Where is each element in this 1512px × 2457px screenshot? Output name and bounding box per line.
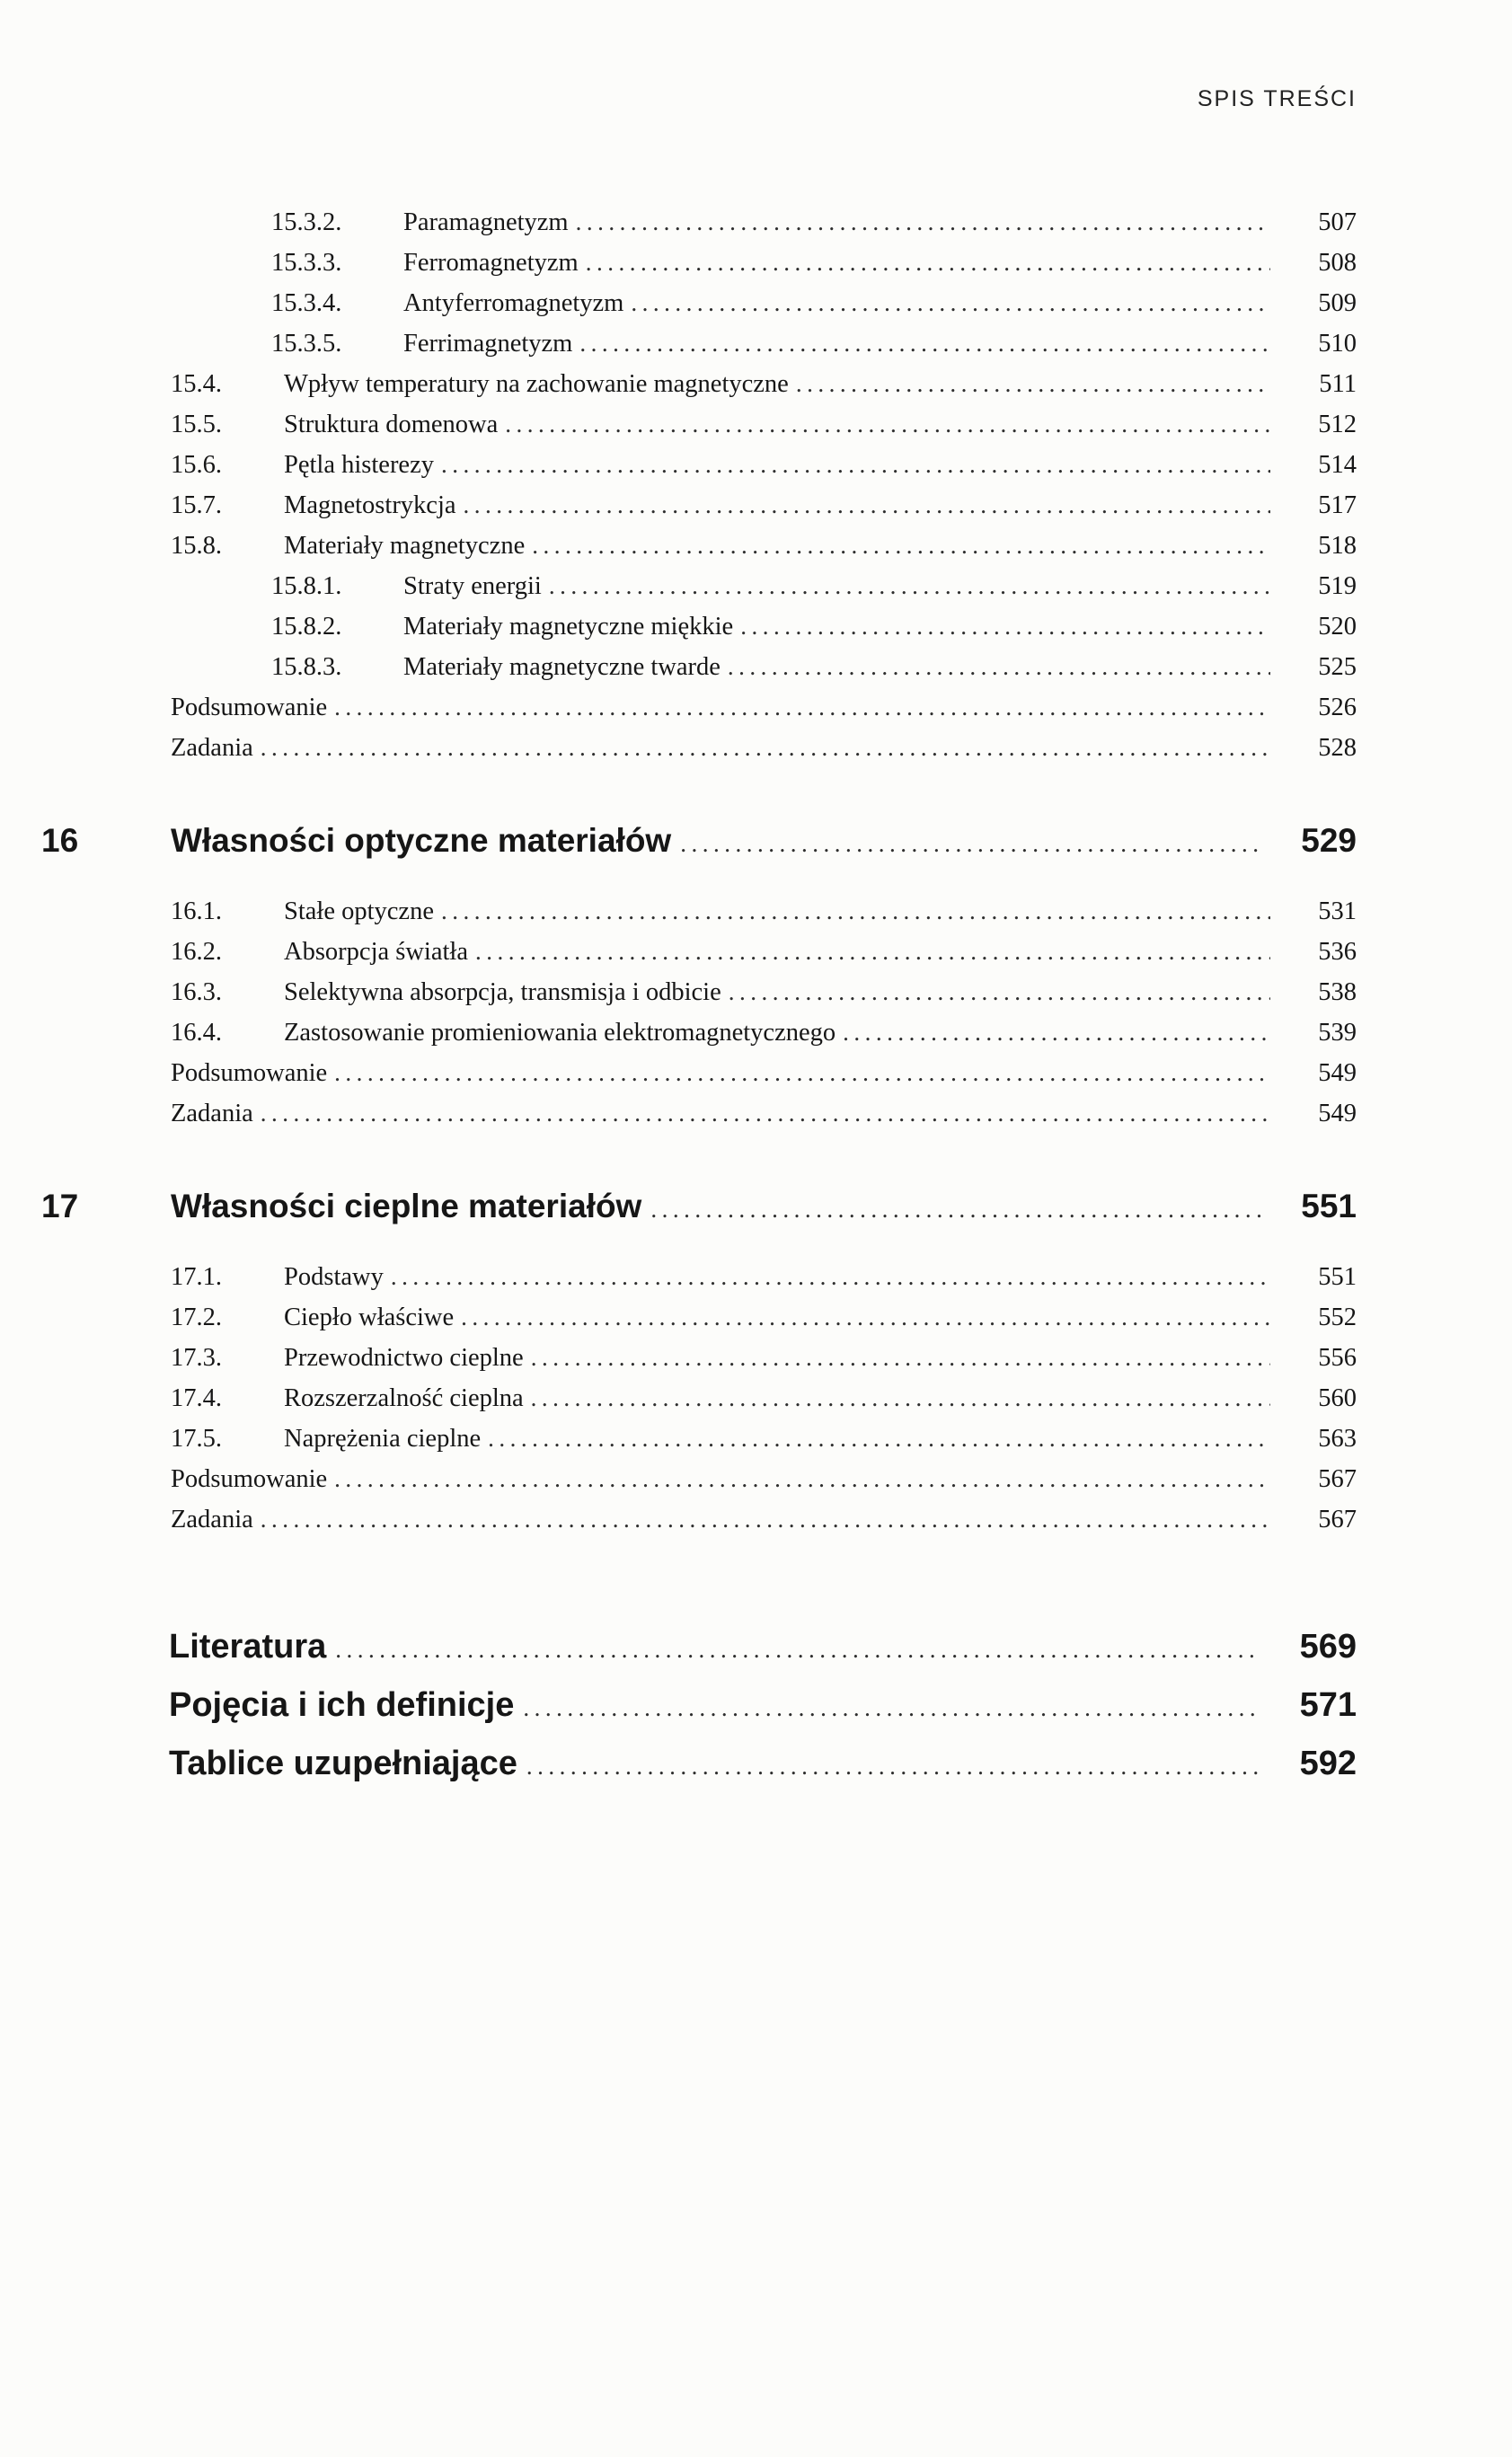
backmatter-entry <box>0 1736 1357 1794</box>
dot-leader <box>334 1053 1270 1093</box>
chapter-number: 17 <box>41 1188 79 1224</box>
entry-label: Stałe optyczne <box>284 897 434 925</box>
dot-leader <box>843 1012 1270 1053</box>
entry-page: 518 <box>1318 532 1357 560</box>
dot-leader <box>631 283 1270 323</box>
toc-entry <box>0 1338 1357 1378</box>
entry-page: 567 <box>1318 1465 1357 1493</box>
entry-number: 15.7. <box>171 491 222 519</box>
entry-page: 507 <box>1318 208 1357 236</box>
entry-page: 560 <box>1318 1384 1357 1412</box>
entry-label: Zadania <box>171 1100 253 1127</box>
entry-page: 551 <box>1318 1263 1357 1291</box>
entry-page: 511 <box>1319 370 1357 398</box>
toc-entry <box>0 1257 1357 1297</box>
dot-leader <box>335 1619 1258 1677</box>
entry-number: 17.4. <box>171 1384 222 1412</box>
entry-label: Naprężenia cieplne <box>284 1425 482 1453</box>
toc-entry <box>0 526 1357 566</box>
entry-page: 514 <box>1318 451 1357 479</box>
toc-entry <box>0 1499 1357 1540</box>
dot-leader <box>261 1499 1270 1540</box>
entry-label: Rozszerzalność cieplna <box>284 1384 524 1412</box>
entry-label: Podsumowanie <box>171 1465 328 1493</box>
chapter-title: Własności cieplne materiałów <box>171 1188 642 1224</box>
dot-leader <box>488 1419 1270 1459</box>
toc-entry <box>0 687 1357 728</box>
entry-number: 15.6. <box>171 451 222 479</box>
toc-entry <box>0 1419 1357 1459</box>
dot-leader <box>531 1378 1270 1419</box>
entry-page: 512 <box>1318 411 1357 438</box>
chapter-heading <box>0 820 1357 864</box>
entry-label: Paramagnetyzm <box>403 208 569 236</box>
toc-entry <box>0 891 1357 932</box>
dot-leader <box>505 404 1270 445</box>
dot-leader <box>261 728 1270 768</box>
dot-leader <box>391 1257 1270 1297</box>
entry-label: Selektywna absorpcja, transmisja i odbicie <box>284 978 721 1006</box>
entry-number: 17.5. <box>171 1425 222 1453</box>
dot-leader <box>549 566 1270 606</box>
entry-number: 15.3.4. <box>271 289 342 317</box>
dot-leader <box>334 687 1270 728</box>
toc-entry <box>0 323 1357 364</box>
entry-number: 15.3.3. <box>271 249 342 277</box>
toc-entry <box>0 972 1357 1012</box>
dot-leader <box>796 364 1270 404</box>
entry-page: 531 <box>1318 897 1357 925</box>
entry-label: Ferrimagnetyzm <box>403 330 573 358</box>
toc-entry <box>0 728 1357 768</box>
entry-page: 538 <box>1318 978 1357 1006</box>
entry-number: 17.2. <box>171 1304 222 1331</box>
entry-page: 519 <box>1318 572 1357 600</box>
entry-number: 15.3.2. <box>271 208 342 236</box>
entry-label: Struktura domenowa <box>284 411 499 438</box>
dot-leader <box>461 1297 1270 1338</box>
chapters <box>0 820 1357 1540</box>
entry-label: Zadania <box>171 1506 253 1533</box>
dot-leader <box>441 445 1270 485</box>
entry-number: 15.8.2. <box>271 613 342 641</box>
toc-entry <box>0 283 1357 323</box>
toc-entry <box>0 1093 1357 1134</box>
toc-entry <box>0 243 1357 283</box>
dot-leader <box>464 485 1270 526</box>
entry-page: 536 <box>1318 938 1357 966</box>
entry-page: 552 <box>1318 1304 1357 1331</box>
entry-number: 16.3. <box>171 978 222 1006</box>
entry-page: 526 <box>1318 694 1357 721</box>
entry-label: Pojęcia i ich definicje <box>169 1686 515 1724</box>
toc-entry <box>0 1053 1357 1093</box>
backmatter-entry <box>0 1619 1357 1677</box>
entry-label: Materiały magnetyczne miękkie <box>403 613 734 641</box>
entry-label: Ferromagnetyzm <box>403 249 579 277</box>
dot-leader <box>526 1736 1258 1794</box>
entry-page: 549 <box>1318 1100 1357 1127</box>
entry-page: 592 <box>1299 1745 1357 1782</box>
backmatter <box>0 1619 1357 1794</box>
chapter-entries <box>0 1257 1357 1540</box>
toc-entry <box>0 647 1357 687</box>
dot-leader <box>531 1338 1270 1378</box>
entry-page: 569 <box>1299 1628 1357 1666</box>
entry-page: 520 <box>1318 613 1357 641</box>
entry-page: 510 <box>1318 330 1357 358</box>
entry-page: 509 <box>1318 289 1357 317</box>
entry-label: Zastosowanie promieniowania elektromagnetycznego <box>284 1019 836 1047</box>
entry-number: 15.3.5. <box>271 330 342 358</box>
toc-entry <box>0 202 1357 243</box>
entry-page: 563 <box>1318 1425 1357 1453</box>
dot-leader <box>740 606 1270 647</box>
entry-page: 549 <box>1318 1059 1357 1087</box>
entry-page: 567 <box>1318 1506 1357 1533</box>
entry-label: Pętla histerezy <box>284 451 434 479</box>
entry-page: 571 <box>1299 1686 1357 1724</box>
entry-label: Magnetostrykcja <box>284 491 456 519</box>
chapter-number: 16 <box>41 822 79 859</box>
entry-label: Materiały magnetyczne twarde <box>403 653 721 681</box>
dot-leader <box>441 891 1270 932</box>
dot-leader <box>334 1459 1270 1499</box>
entry-page: 556 <box>1318 1344 1357 1372</box>
entry-label: Absorpcja światła <box>284 938 468 966</box>
toc-entry <box>0 404 1357 445</box>
entry-label: Przewodnictwo cieplne <box>284 1344 524 1372</box>
toc-entry <box>0 1459 1357 1499</box>
entry-number: 16.2. <box>171 938 222 966</box>
entry-number: 15.4. <box>171 370 222 398</box>
section-15-entries <box>0 202 1357 768</box>
entry-label: Zadania <box>171 734 253 762</box>
backmatter-entry <box>0 1677 1357 1736</box>
toc-entry <box>0 485 1357 526</box>
entry-page: 508 <box>1318 249 1357 277</box>
toc-entry <box>0 364 1357 404</box>
entry-label: Wpływ temperatury na zachowanie magnetyczne <box>284 370 789 398</box>
entry-number: 15.5. <box>171 411 222 438</box>
toc-entry <box>0 932 1357 972</box>
dot-leader <box>728 647 1270 687</box>
chapter-title: Własności optyczne materiałów <box>171 822 672 859</box>
page-header: SPIS TREŚCI <box>1197 86 1357 111</box>
dot-leader <box>586 243 1270 283</box>
entry-label: Straty energii <box>403 572 542 600</box>
entry-page: 525 <box>1318 653 1357 681</box>
dot-leader <box>650 1186 1263 1230</box>
dot-leader <box>475 932 1270 972</box>
entry-label: Materiały magnetyczne <box>284 532 526 560</box>
dot-leader <box>729 972 1270 1012</box>
toc-entry <box>0 1378 1357 1419</box>
entry-number: 17.3. <box>171 1344 222 1372</box>
entry-label: Podsumowanie <box>171 1059 328 1087</box>
entry-page: 517 <box>1318 491 1357 519</box>
toc-entry <box>0 1012 1357 1053</box>
entry-number: 17.1. <box>171 1263 222 1291</box>
entry-label: Antyferromagnetyzm <box>403 289 624 317</box>
entry-label: Literatura <box>169 1628 327 1666</box>
entry-number: 15.8.1. <box>271 572 342 600</box>
dot-leader <box>680 820 1263 864</box>
chapter-page: 551 <box>1301 1188 1357 1224</box>
dot-leader <box>523 1677 1258 1736</box>
chapter-heading <box>0 1186 1357 1230</box>
entry-label: Podsumowanie <box>171 694 328 721</box>
toc-entry <box>0 566 1357 606</box>
dot-leader <box>576 202 1270 243</box>
entry-page: 539 <box>1318 1019 1357 1047</box>
toc-entry <box>0 445 1357 485</box>
entry-number: 15.8.3. <box>271 653 342 681</box>
entry-label: Podstawy <box>284 1263 384 1291</box>
entry-label: Tablice uzupełniające <box>169 1745 517 1782</box>
dot-leader <box>579 323 1270 364</box>
chapter-entries <box>0 891 1357 1134</box>
entry-page: 528 <box>1318 734 1357 762</box>
entry-number: 15.8. <box>171 532 222 560</box>
toc-entry <box>0 606 1357 647</box>
dot-leader <box>261 1093 1270 1134</box>
toc-entry <box>0 1297 1357 1338</box>
dot-leader <box>532 526 1270 566</box>
entry-number: 16.4. <box>171 1019 222 1047</box>
chapter-page: 529 <box>1301 822 1357 859</box>
entry-label: Ciepło właściwe <box>284 1304 455 1331</box>
entry-number: 16.1. <box>171 897 222 925</box>
